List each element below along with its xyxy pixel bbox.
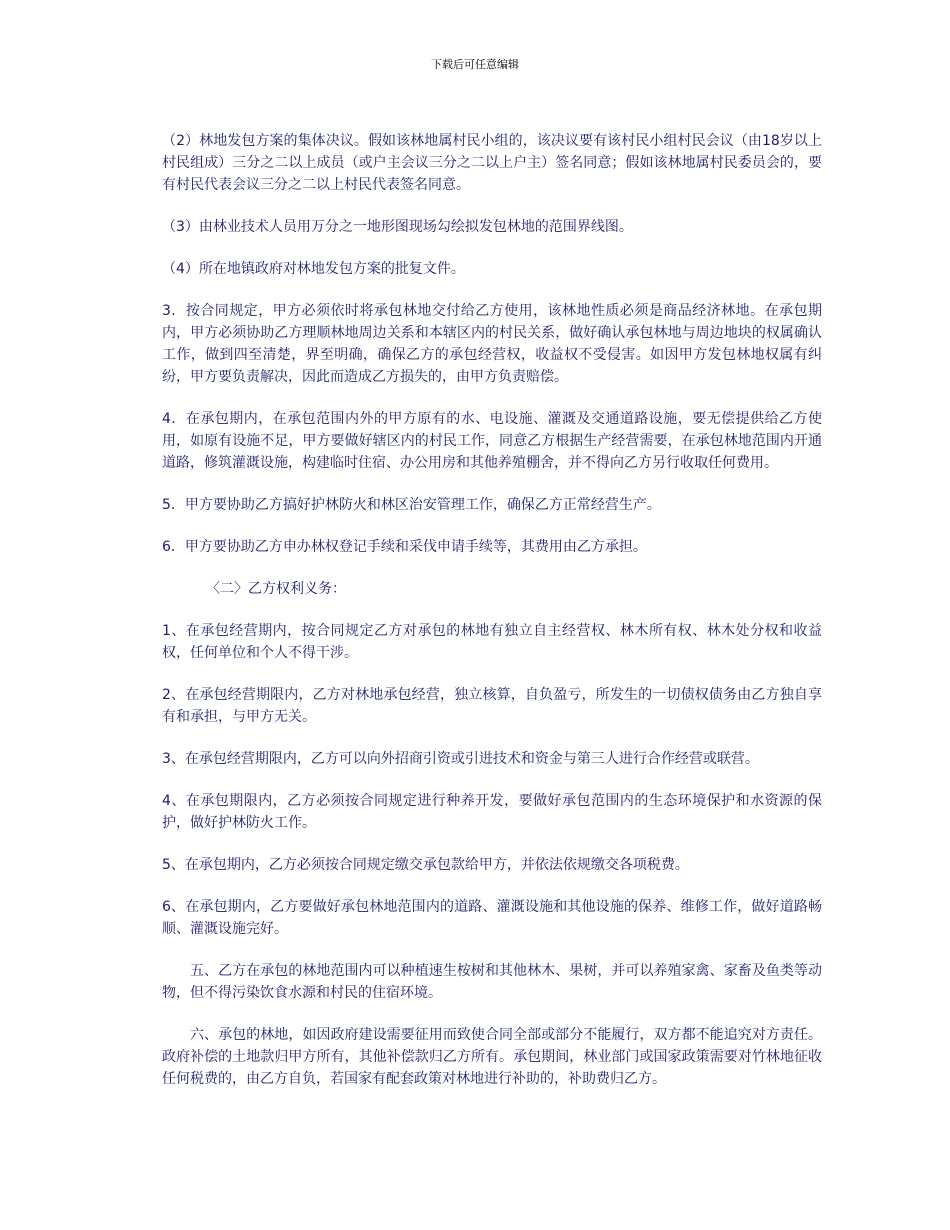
paragraph-party-b-clause-1: 1、在承包经营期内，按合同规定乙方对承包的林地有独立自主经营权、林木所有权、林木处分权和收益权，任何单位和个人不得干涉。 — [162, 623, 822, 661]
paragraph-party-b-clause-2: 2、在承包经营期限内，乙方对林地承包经营，独立核算，自负盈亏，所发生的一切债权债务由乙方独自享有和承担，与甲方无关。 — [162, 687, 822, 725]
paragraph-boundary-map: （3）由林业技术人员用万分之一地形图现场勾绘拟发包林地的范围界线图。 — [162, 219, 633, 235]
paragraph-approval-document: （4）所在地镇政府对林地发包方案的批复文件。 — [162, 261, 465, 277]
paragraph-party-a-clause-3: 3．按合同规定，甲方必须依时将承包林地交付给乙方使用，该林地性质必须是商品经济林地。在承包期内，甲方必须协助乙方理顺林地周边关系和本辖区内的村民关系，做好确认承包林地与周边地块的权属确认工作，做到四至清楚，界至明确，确保乙方的承包经营权，收益权不受侵害。如因甲方发包林地权属有纠纷，甲方要负责解决，因此而造成乙方损失的，由甲方负责赔偿。 — [162, 303, 822, 385]
paragraph-article-5: 五、乙方在承包的林地范围内可以种植速生桉树和其他林木、果树，并可以养殖家禽、家畜及鱼类等动物，但不得污染饮食水源和村民的住宿环境。 — [162, 963, 822, 1001]
paragraph-party-a-clause-5: 5．甲方要协助乙方搞好护林防火和林区治安管理工作，确保乙方正常经营生产。 — [162, 497, 661, 513]
paragraph-party-b-clause-3: 3、在承包经营期限内，乙方可以向外招商引资或引进技术和资金与第三人进行合作经营或联营。 — [162, 751, 759, 767]
paragraph-party-b-clause-4: 4、在承包期限内，乙方必须按合同规定进行种养开发，要做好承包范围内的生态环境保护和水资源的保护，做好护林防火工作。 — [162, 793, 822, 831]
paragraph-party-a-clause-4: 4．在承包期内，在承包范围内外的甲方原有的水、电设施、灌溉及交通道路设施，要无偿提供给乙方使用，如原有设施不足，甲方要做好辖区内的村民工作，同意乙方根据生产经营需要，在承包林地范围内开通道路，修筑灌溉设施，构建临时住宿、办公用房和其他养殖棚舍，并不得向乙方另行收取任何费用。 — [162, 411, 822, 471]
paragraph-party-b-clause-5: 5、在承包期内，乙方必须按合同规定缴交承包款给甲方，并依法依规缴交各项税费。 — [162, 857, 689, 873]
document-body — [162, 130, 822, 1110]
paragraph-article-6: 六、承包的林地，如因政府建设需要征用而致使合同全部或部分不能履行，双方都不能追究对方责任。政府补偿的土地款归甲方所有，其他补偿款归乙方所有。承包期间，林业部门或国家政策需要对竹林地征收任何税费的，由乙方自负，若国家有配套政策对林地进行补助的，补助费归乙方。 — [162, 1027, 822, 1087]
page-header-note: 下载后可任意编辑 — [431, 58, 519, 71]
paragraph-collective-resolution: （2）林地发包方案的集体决议。假如该林地属村民小组的，该决议要有该村民小组村民会议（由18岁以上村民组成）三分之二以上成员（或户主会议三分之二以上户主）签名同意；假如该林地属村民委员会的，要有村民代表会议三分之二以上村民代表签名同意。 — [162, 133, 822, 193]
paragraph-party-a-clause-6: 6．甲方要协助乙方申办林权登记手续和采伐申请手续等，其费用由乙方承担。 — [162, 539, 647, 555]
section-heading-party-b-rights: 〈二〉乙方权利义务： — [206, 581, 346, 597]
paragraph-party-b-clause-6: 6、在承包期内，乙方要做好承包林地范围内的道路、灌溉设施和其他设施的保养、维修工作，做好道路畅顺、灌溉设施完好。 — [162, 899, 822, 937]
